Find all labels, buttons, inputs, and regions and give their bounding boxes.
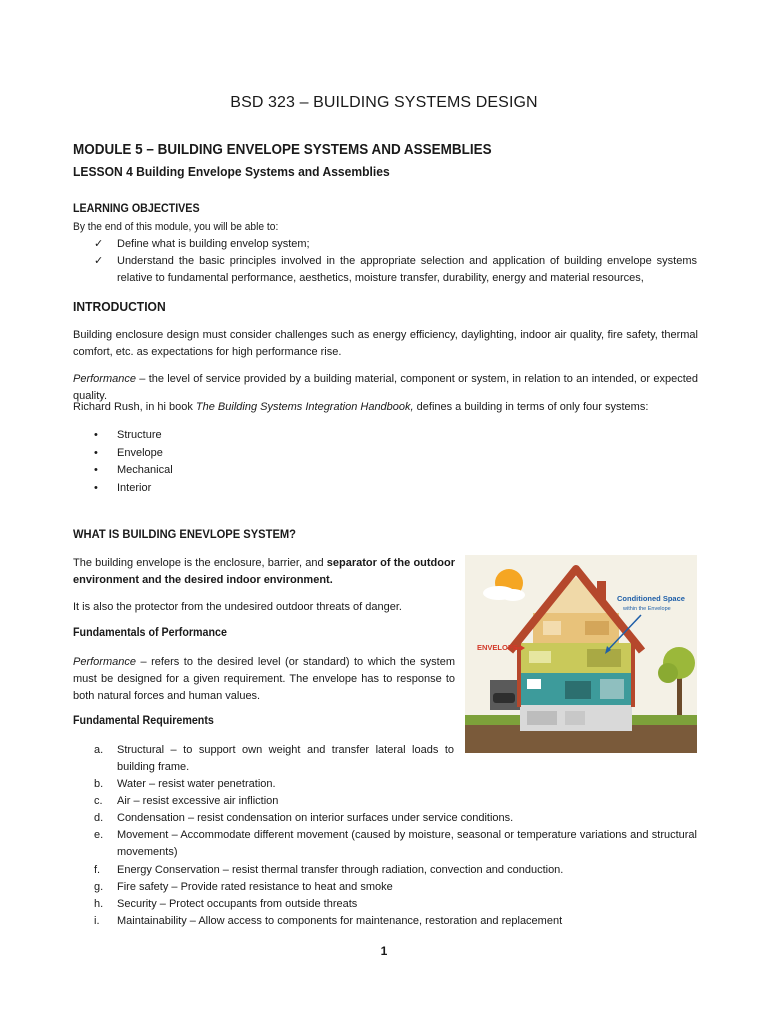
requirement-text: Maintainability – Allow access to components for maintenance, restoration and replacement [117, 915, 563, 927]
rush-paragraph [73, 399, 698, 416]
house-cutaway-image [465, 555, 697, 753]
performance-text: – the level of service provided by a building material, component or system, in relation to an intended, or expected quality. [73, 373, 698, 402]
requirement-text: Water – resist water penetration. [117, 778, 276, 790]
system-name: Mechanical [117, 464, 173, 476]
requirement-letter: a. [94, 744, 104, 756]
rush-text-pre: Richard Rush, in hi book [73, 401, 196, 413]
requirement-text: Fire safety – Provide rated resistance to heat and smoke [117, 881, 393, 893]
requirement-text: Air – resist excessive air infliction [117, 795, 279, 807]
requirement-letter: c. [94, 795, 103, 807]
chimney [597, 581, 606, 601]
requirement-text: Structural – to support own weight and transfer lateral loads to building frame. [117, 744, 454, 773]
envelope-text-bold: separator of the outdoor environment and the desired indoor environment. [73, 557, 455, 586]
system-name: Structure [117, 429, 162, 441]
bullet-icon: • [94, 447, 98, 459]
page-number: 1 [380, 944, 388, 958]
envelope-text-pre: The building envelope is the enclosure, barrier, and [73, 557, 327, 569]
objectives-intro: By the end of this module, you will be able to: [73, 221, 279, 233]
conditioned-space-sublabel: within the Envelope [623, 606, 671, 612]
rush-text-post: defines a building in terms of only four systems: [413, 401, 649, 413]
fundamentals-performance-heading: Fundamentals of Performance [73, 627, 227, 639]
requirement-letter: h. [94, 898, 104, 910]
requirement-text: Movement – Accommodate different movement (caused by moisture, seasonal or temperature variations and structural movements) [117, 829, 697, 858]
requirement-text: Condensation – resist condensation on interior surfaces under service conditions. [117, 812, 514, 824]
fp-term: Performance [73, 656, 136, 668]
requirement-text: Security – Protect occupants from outside threats [117, 898, 358, 910]
fundamental-performance-paragraph [73, 654, 455, 705]
requirement-letter: f. [94, 864, 101, 876]
requirement-text: Energy Conservation – resist thermal transfer through radiation, convection and conduction. [117, 864, 564, 876]
bullet-icon: • [94, 464, 98, 476]
objectives-heading: LEARNING OBJECTIVES [73, 203, 200, 215]
performance-term: Performance [73, 373, 136, 385]
requirement-letter: b. [94, 778, 104, 790]
objective-text: Understand the basic principles involved in the appropriate selection and application of building envelope systems relative to fundamental performance, aesthetics, moisture transfer, durability, energy and material resources, [117, 255, 697, 284]
introduction-paragraph: Building enclosure design must consider challenges such as energy efficiency, daylighting, indoor air quality, fire safety, thermal comfort, etc. as expectations for high performance rise. [73, 329, 698, 358]
envelope-paragraph [73, 555, 455, 589]
envelope-heading: WHAT IS BUILDING ENEVLOPE SYSTEM? [73, 527, 297, 541]
checkmark-icon: ✓ [94, 255, 104, 267]
document-title: BSD 323 – BUILDING SYSTEMS DESIGN [230, 94, 538, 111]
conditioned-space-label: Conditioned Space [617, 594, 685, 603]
requirement-letter: i. [94, 915, 100, 927]
requirement-letter: d. [94, 812, 104, 824]
envelope-label: ENVELOPE [477, 643, 518, 652]
bullet-icon: • [94, 482, 98, 494]
system-name: Envelope [117, 447, 163, 459]
objective-text: Define what is building envelop system; [117, 238, 310, 250]
rush-book-title: The Building Systems Integration Handbook, [195, 401, 414, 413]
protector-paragraph: It is also the protector from the undesired outdoor threats of danger. [73, 601, 402, 613]
requirement-letter: e. [94, 829, 104, 841]
lesson-title: LESSON 4 Building Envelope Systems and Assemblies [73, 164, 390, 179]
building-envelope-illustration [465, 555, 697, 753]
bullet-icon: • [94, 429, 98, 441]
requirement-letter: g. [94, 881, 104, 893]
system-name: Interior [117, 482, 152, 494]
introduction-heading: INTRODUCTION [73, 299, 166, 314]
fundamental-requirements-heading: Fundamental Requirements [73, 715, 214, 727]
fp-text: – refers to the desired level (or standard) to which the system must be designed for a given requirement. The envelope has to response to both natural forces and human values. [73, 656, 455, 702]
module-title: MODULE 5 – BUILDING ENVELOPE SYSTEMS AND ASSEMBLIES [73, 142, 492, 158]
checkmark-icon: ✓ [94, 238, 104, 250]
